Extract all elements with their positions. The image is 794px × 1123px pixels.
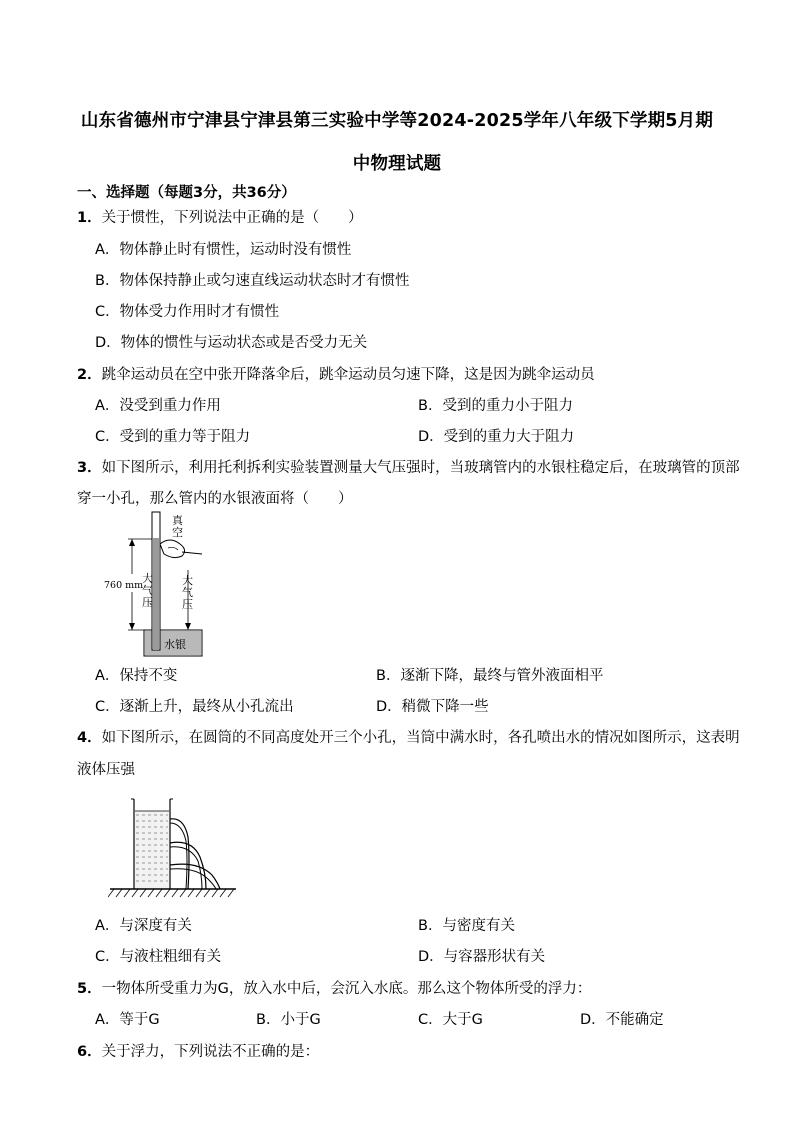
torricelli-figure (98, 508, 218, 660)
question-4-line2: 液体压强 (77, 762, 135, 778)
label-atm-left-1: 大 (142, 572, 153, 585)
label-atm-right-3: 压 (182, 598, 193, 611)
q5-option-a: A．等于G (95, 1012, 160, 1028)
section-heading: 一、选择题（每题3分，共36分） (77, 185, 296, 201)
label-atm-right-2: 气 (182, 586, 193, 599)
label-760mm: 760 mm (104, 580, 144, 591)
document-title-line2: 中物理试题 (352, 154, 442, 174)
q2-option-d: D．受到的重力大于阻力 (418, 429, 575, 445)
question-2 (77, 363, 595, 384)
q5-option-b: B．小于G (256, 1012, 321, 1028)
q1-option-b: B．物体保持静止或匀速直线运动状态时才有惯性 (95, 273, 410, 289)
question-number: 4． (77, 730, 102, 746)
label-atm-right-1: 大 (182, 574, 193, 587)
label-mercury: 水银 (164, 638, 186, 651)
label-atm-left-2: 气 (142, 584, 153, 597)
q3-option-a: A．保持不变 (95, 668, 178, 684)
question-text-line1: 如下图所示，利用托利拆利实验装置测量大气压强时，当玻璃管内的水银柱稳定后，在玻璃管的顶部 (101, 460, 740, 476)
document-title-line1: 山东省德州市宁津县宁津县第三实验中学等2024-2025学年八年级下学期5月期 (80, 111, 714, 131)
q4-option-c: C．与液柱粗细有关 (95, 949, 222, 965)
q3-option-c: C．逐渐上升，最终从小孔流出 (95, 699, 294, 715)
question-text-line1: 如下图所示，在圆筒的不同高度处开三个小孔，当筒中满水时，各孔喷出水的情况如图所示，这表明 (101, 730, 740, 746)
q4-option-b: B．与密度有关 (418, 918, 515, 934)
question-3 (77, 456, 740, 477)
q2-option-c: C．受到的重力等于阻力 (95, 429, 251, 445)
q1-option-d: D．物体的惯性与运动状态或是否受力无关 (95, 335, 368, 351)
q1-option-a: A．物体静止时有惯性，运动时没有惯性 (95, 242, 352, 258)
question-text: 关于浮力，下列说法不正确的是： (101, 1044, 320, 1060)
q5-option-c: C．大于G (418, 1012, 483, 1028)
question-4 (77, 726, 740, 747)
label-atm-left-3: 压 (142, 596, 153, 609)
question-number: 2． (77, 367, 102, 383)
label-vacuum-2: 空 (172, 526, 183, 539)
question-number: 5． (77, 981, 102, 997)
question-text: 关于惯性，下列说法中正确的是（ ） (101, 210, 363, 226)
q4-option-d: D．与容器形状有关 (418, 949, 546, 965)
question-6 (77, 1040, 319, 1061)
q3-option-d: D．稍微下降一些 (376, 699, 489, 715)
question-3-line2: 穿一小孔，那么管内的水银液面将（ ） (77, 491, 353, 507)
q3-option-b: B．逐渐下降，最终与管外液面相平 (376, 668, 604, 684)
label-vacuum-1: 真 (172, 514, 183, 527)
q2-option-a: A．没受到重力作用 (95, 398, 221, 414)
q2-option-b: B．受到的重力小于阻力 (418, 398, 573, 414)
water-cylinder-figure (108, 797, 238, 901)
question-text: 一物体所受重力为G，放入水中后，会沉入水底。那么这个物体所受的浮力： (101, 981, 592, 997)
question-5 (77, 977, 591, 998)
q4-option-a: A．与深度有关 (95, 918, 192, 934)
q1-option-c: C．物体受力作用时才有惯性 (95, 304, 280, 320)
q5-option-d: D．不能确定 (580, 1012, 664, 1028)
question-1 (77, 206, 363, 227)
question-number: 1． (77, 210, 102, 226)
question-text: 跳伞运动员在空中张开降落伞后，跳伞运动员匀速下降，这是因为跳伞运动员 (101, 367, 595, 383)
question-number: 6． (77, 1044, 102, 1060)
question-number: 3． (77, 460, 102, 476)
